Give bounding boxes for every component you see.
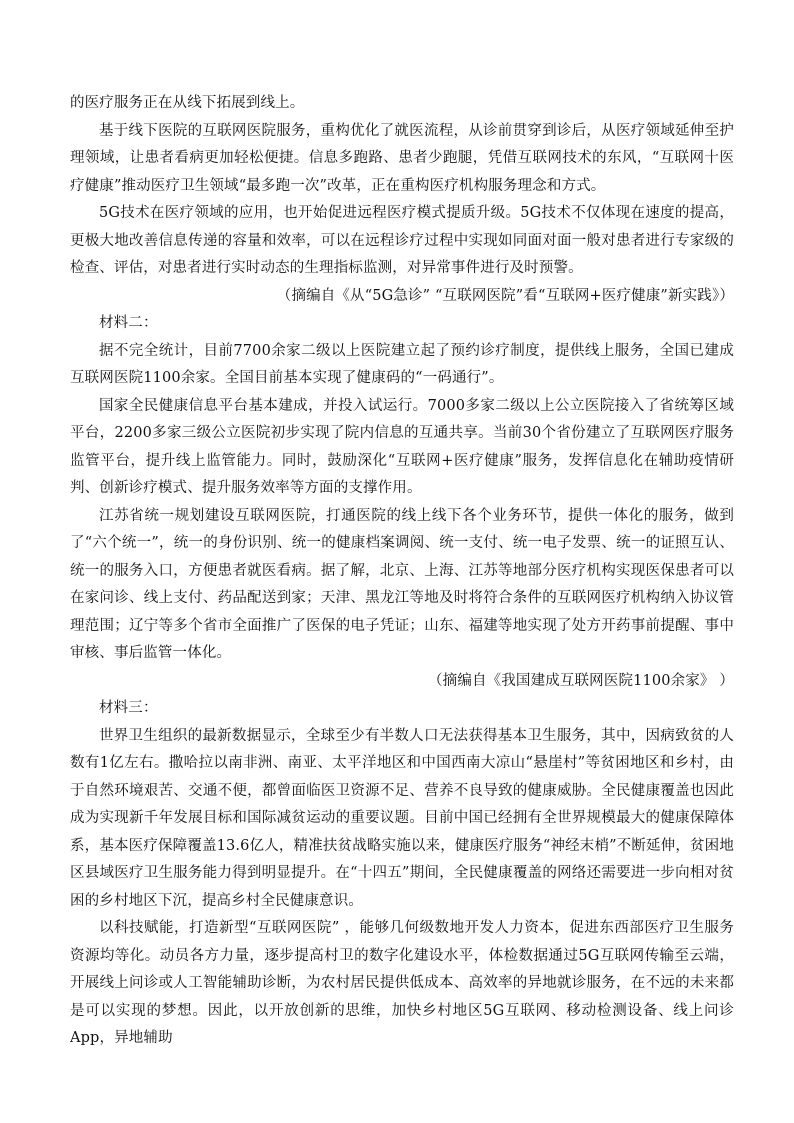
paragraph: 世界卫生组织的最新数据显示，全球至少有半数人口无法获得基本卫生服务，其中，因病致贫的人数有1亿左右。撒哈拉以南非洲、南亚、太平洋地区和中国西南大凉山“悬崖村”等贫困地区和乡村，由于自然环境艰苦、交通不便，都曾面临医卫资源不足、营养不良导致的健康威胁。全民健康覆盖也因此成为实现新千年发展目标和国际减贫运动的重要议题。目前中国已经拥有全世界规模最大的健康保障体系，基本医疗保障覆盖13.6亿人，精准扶贫战略实施以来，健康医疗服务“神经末梢”不断延伸，贫困地区县域医疗卫生服务能力得到明显提升。在“十四五”期间，全民健康覆盖的网络还需要进一步向相对贫困的乡村地区下沉，提高乡村全民健康意识。 xyxy=(70,727,734,909)
paragraph: 基于线下医院的互联网医院服务，重构优化了就医流程，从诊前贯穿到诊后，从医疗领域延伸至护理领域，让患者看病更加轻松便捷。信息多跑路、患者少跑腿，凭借互联网技术的东风，“互联网十医疗健康”推动医疗卫生领域“最多跑一次”改革，正在重构医疗机构服务理念和方式。 xyxy=(70,122,734,194)
source-citation: （摘编自《我国建成互联网医院1100余家》 ） xyxy=(428,672,734,689)
paragraph: 江苏省统一规划建设互联网医院，打通医院的线上线下各个业务环节，提供一体化的服务，做到了“六个统一”，统一的身份识别、统一的健康档案调阅、统一支付、统一电子发票、统一的证照互认、统一的服务入口，方便患者就医看病。据了解，北京、上海、江苏等地部分医疗机构实现医保患者可以在家问诊、线上支付、药品配送到家；天津、黑龙江等地及时将符合条件的互联网医疗机构纳入协议管理范围；辽宁等多个省市全面推广了医保的电子凭证；山东、福建等地实现了处方开药事前提醒、事中审核、事后监管一体化。 xyxy=(70,507,734,661)
paragraph: 据不完全统计，目前7700余家二级以上医院建立起了预约诊疗制度，提供线上服务，全国已建成互联网医院1100余家。全国目前基本实现了健康码的“一码通行”。 xyxy=(70,342,734,386)
source-citation: （摘编自《从“5G急诊” “互联网医院”看“互联网+医疗健康”新实践》） xyxy=(276,287,734,304)
paragraph: 国家全民健康信息平台基本建成，并投入试运行。7000多家二级以上公立医院接入了省统筹区域平台，2200多家三级公立医院初步实现了院内信息的互通共享。当前30个省份建立了互联网医疗服务监管平台，提升线上监管能力。同时，鼓励深化“互联网+医疗健康”服务，发挥信息化在辅助疫情研判、创新诊疗模式、提升服务效率等方面的支撑作用。 xyxy=(70,397,734,496)
section-heading: 材料二： xyxy=(99,315,158,331)
document-page xyxy=(70,90,734,1053)
paragraph: 以科技赋能，打造新型“互联网医院” ，能够几何级数地开发人力资本，促进东西部医疗卫生服务资源均等化。动员各方力量，逐步提高村卫的数字化建设水平，体检数据通过5G互联网传输至云端，开展线上问诊或人工智能辅助诊断，为农村居民提供低成本、高效率的异地就诊服务，在不远的未来都是可以实现的梦想。因此，以开放创新的思维，加快乡村地区5G互联网、移动检测设备、线上问诊App，异地辅助 xyxy=(70,920,734,1046)
paragraph: 的医疗服务正在从线下拓展到线上。 xyxy=(70,95,305,111)
paragraph: 5G技术在医疗领域的应用，也开始促进远程医疗模式提质升级。5G技术不仅体现在速度的提高，更极大地改善信息传递的容量和效率，可以在远程诊疗过程中实现如同面对面一般对患者进行专家级的检查、评估，对患者进行实时动态的生理指标监测，对异常事件进行及时预警。 xyxy=(70,205,734,276)
section-heading: 材料三： xyxy=(99,700,158,716)
